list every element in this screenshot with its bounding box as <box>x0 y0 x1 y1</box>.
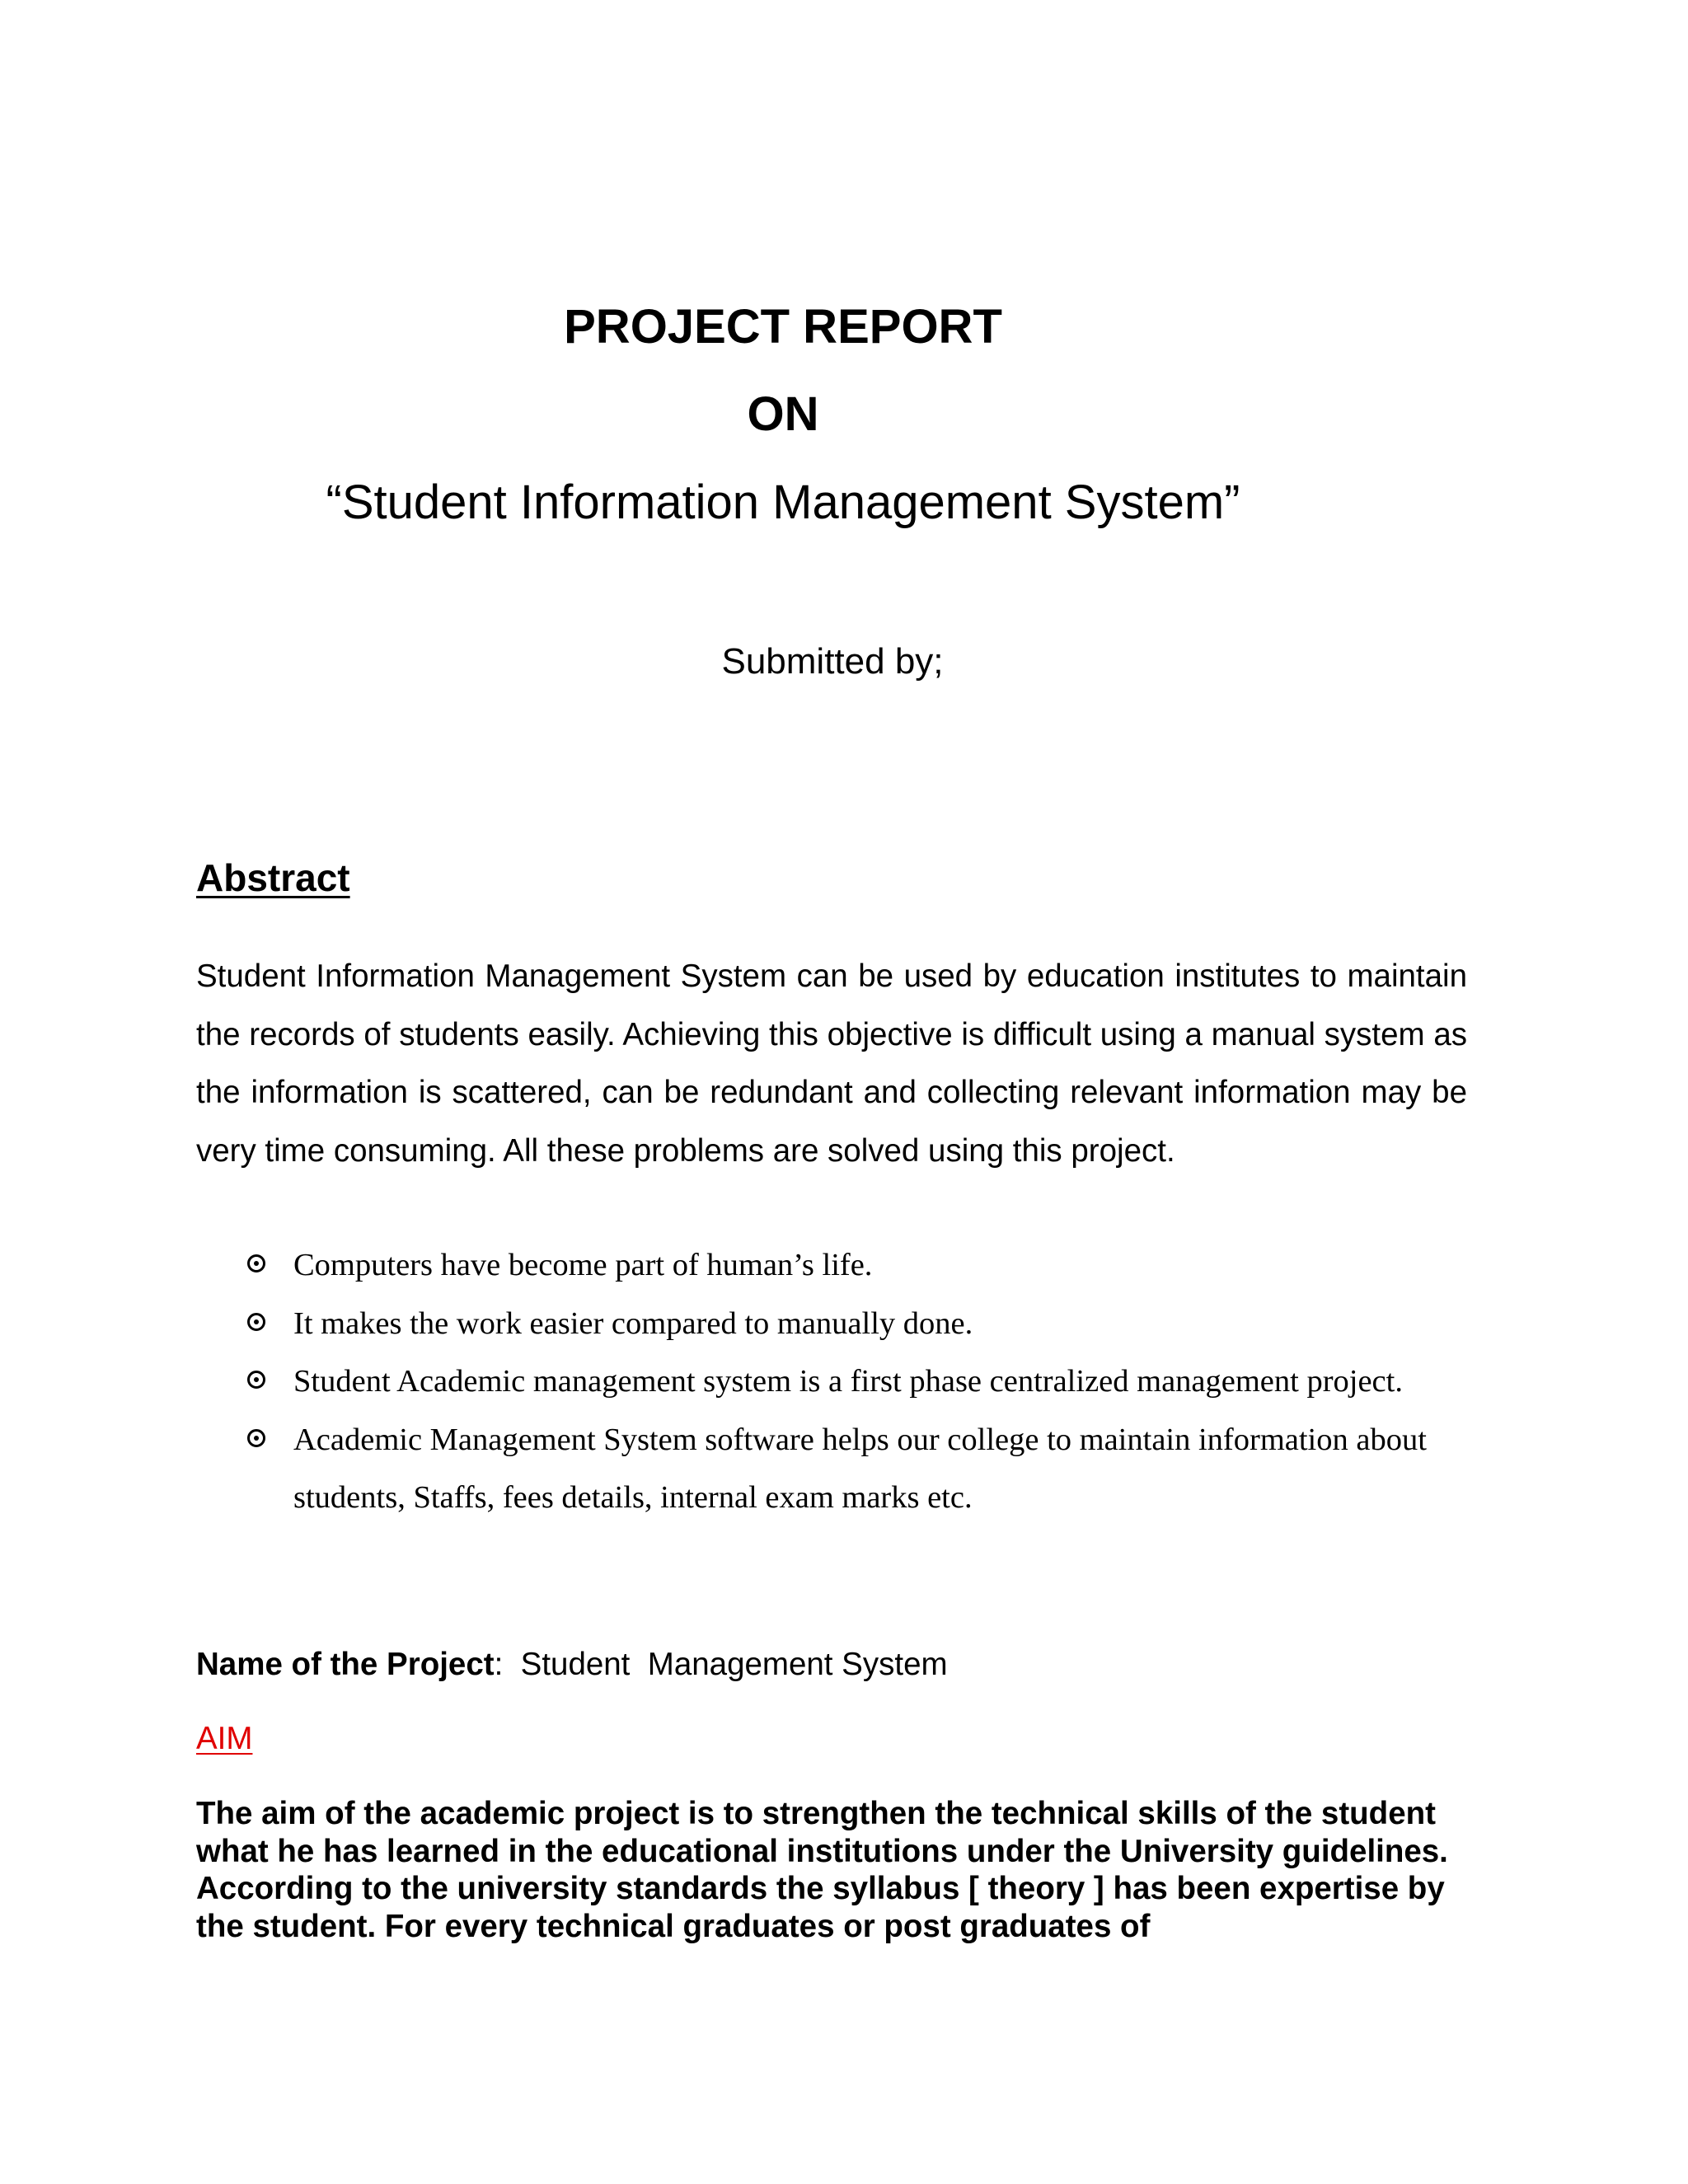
circle-bullet-icon <box>247 1371 265 1389</box>
report-title-on: ON <box>747 387 819 441</box>
project-name-line <box>196 1640 948 1690</box>
circle-bullet-icon <box>247 1313 265 1331</box>
abstract-bullet-list <box>196 1236 1467 1527</box>
abstract-heading: Abstract <box>196 856 350 899</box>
bullet-text: Student Academic management system is a first phase centralized management project. <box>293 1364 1403 1399</box>
project-name-separator: : <box>494 1647 521 1682</box>
circle-bullet-icon <box>247 1429 265 1447</box>
project-name-label: Name of the Project <box>196 1647 495 1682</box>
bullet-text: Academic Management System software helps our college to maintain information about students, Staffs, fees details, internal exam marks etc. <box>293 1422 1427 1515</box>
project-title: “Student Information Management System” <box>326 476 1240 529</box>
submitted-by: Submitted by; <box>721 641 944 682</box>
bullet-item <box>196 1352 1467 1411</box>
aim-heading: AIM <box>196 1721 253 1756</box>
abstract-paragraph: Student Information Management System can be used by education institutes to maintain the records of students easily. Achieving this objective is difficult using a manual system as the information is scattered, can be redundant and collecting relevant information may be very time consuming. All these problems are solved using this project. <box>196 958 1467 1169</box>
bullet-text: It makes the work easier compared to manually done. <box>293 1305 973 1341</box>
bullet-text: Computers have become part of human’s life. <box>293 1248 873 1282</box>
bullet-item <box>196 1236 1467 1295</box>
aim-paragraph: The aim of the academic project is to strengthen the technical skills of the student what he has learned in the educational institutions under the University guidelines. According to the university standards the syllabus [ theory ] has been expertise by the student. For every technical graduates or post graduates of <box>196 1796 1448 1944</box>
project-name-value: Student Management System <box>520 1647 948 1682</box>
bullet-item <box>196 1411 1467 1527</box>
circle-bullet-icon <box>247 1254 265 1272</box>
report-title: PROJECT REPORT <box>564 300 1002 354</box>
bullet-item <box>196 1295 1467 1353</box>
